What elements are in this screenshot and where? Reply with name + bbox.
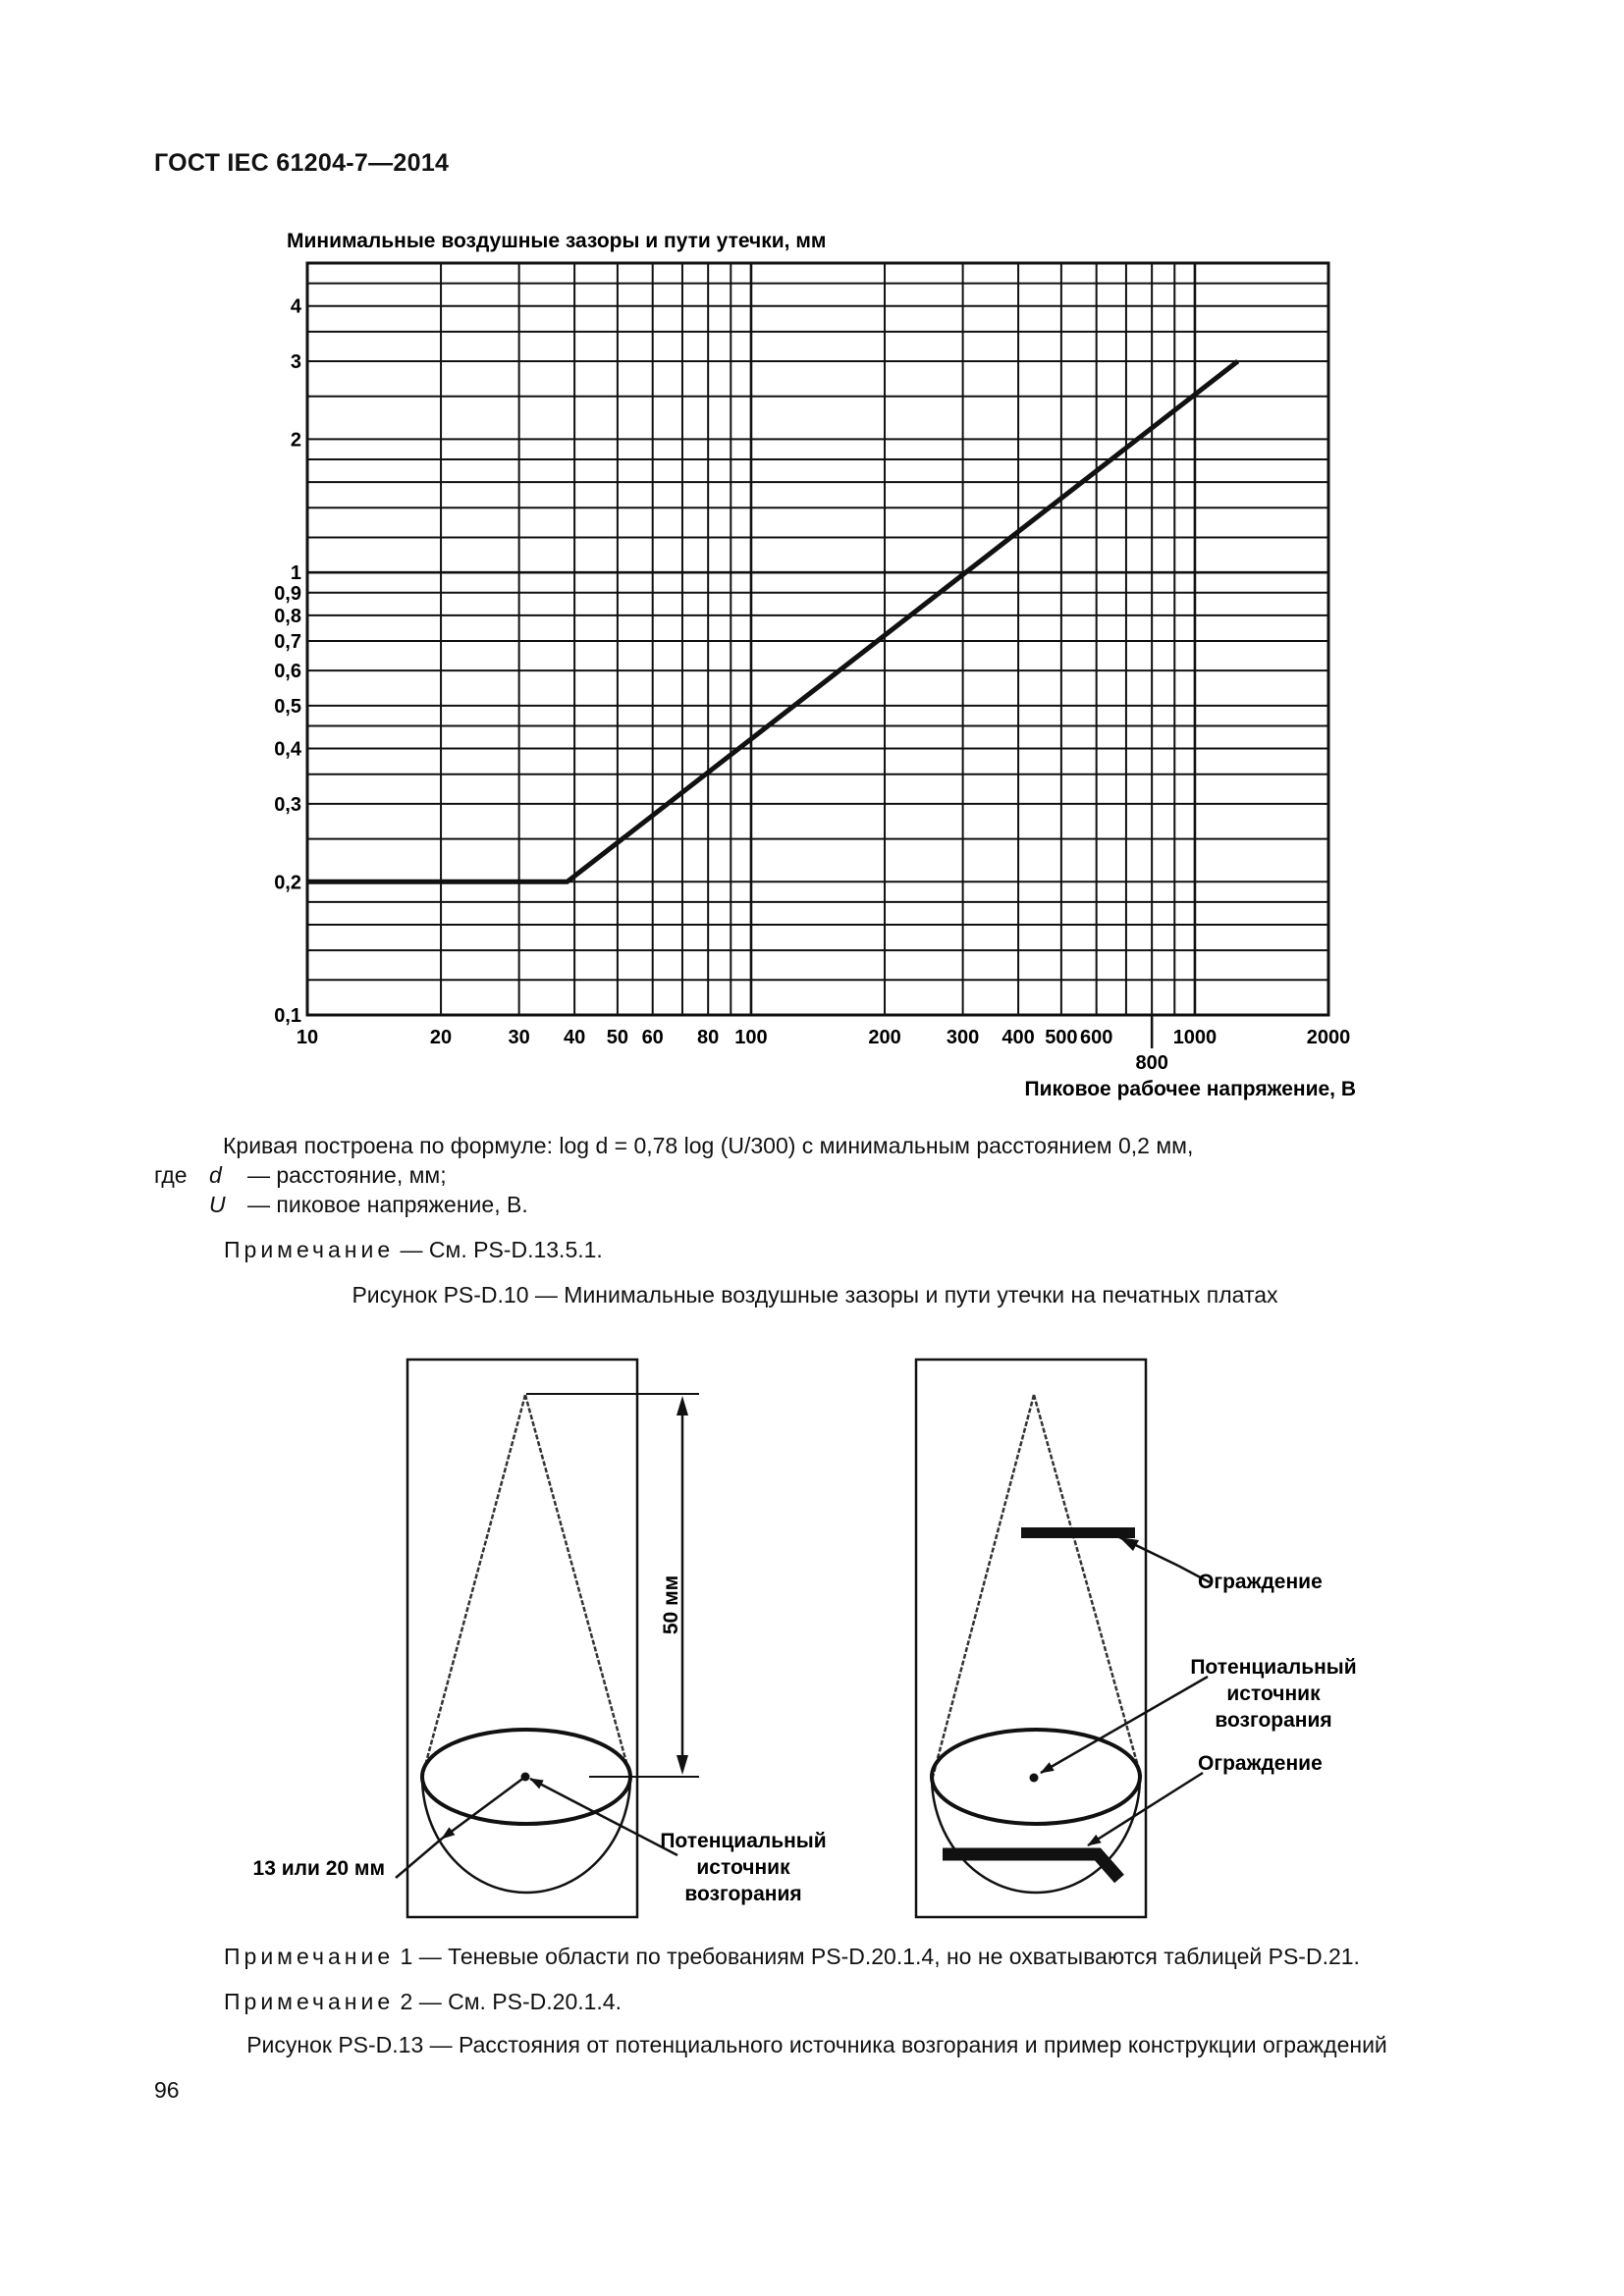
y-tick-label: 1 — [290, 562, 301, 585]
right-source-label-3: возгорания — [1215, 1709, 1332, 1732]
left-source-label-1: Потенциальный — [660, 1830, 827, 1852]
legend-text-d: — расстояние, мм; — [247, 1162, 447, 1188]
left-cone-side-r — [525, 1395, 630, 1777]
y-tick-label: 0,6 — [274, 661, 301, 683]
note-13-2 — [224, 1989, 622, 2015]
y-tick-label: 2 — [290, 429, 301, 452]
clearance-chart — [0, 0, 1624, 1119]
left-source-leader — [530, 1779, 677, 1855]
x-tick-label: 10 — [296, 1027, 319, 1048]
page-number: 96 — [154, 2077, 180, 2103]
y-tick-label: 0,7 — [274, 630, 301, 653]
x-tick-label: 600 — [1079, 1027, 1113, 1048]
note-text: 2 — См. PS-D.20.1.4. — [400, 1989, 622, 2014]
y-axis-label: Минимальные воздушные зазоры и пути утечки, мм — [287, 230, 827, 252]
x-axis-label: Пиковое рабочее напряжение, В — [1024, 1078, 1356, 1100]
top-barrier — [1021, 1527, 1135, 1538]
x-tick-label: 50 — [606, 1027, 629, 1048]
left-cone-side-l — [422, 1395, 525, 1777]
note-label: Примечание — [224, 1989, 395, 2014]
note-13-1 — [224, 1944, 1360, 1970]
y-tick-label: 3 — [290, 351, 301, 374]
note-text: — См. PS-D.13.5.1. — [400, 1237, 603, 1262]
note-label: Примечание — [224, 1944, 395, 1969]
y-tick-labels — [274, 296, 302, 1027]
left-source-label-3: возгорания — [684, 1883, 802, 1905]
where-word: где — [154, 1162, 188, 1188]
x-tick-label: 300 — [946, 1027, 980, 1048]
y-tick-label: 0,8 — [274, 605, 301, 627]
x-tick-labels — [297, 1015, 1350, 1074]
y-tick-label: 0,9 — [274, 582, 301, 605]
left-panel — [253, 1360, 827, 1917]
formula-line — [223, 1133, 1193, 1159]
note-ps-d-10 — [224, 1237, 603, 1263]
radius-arrow — [442, 1777, 525, 1839]
dim-50mm-label: 50 мм — [660, 1575, 682, 1635]
right-source-label-1: Потенциальный — [1190, 1656, 1357, 1679]
x-tick-label: 80 — [697, 1027, 720, 1048]
y-tick-label: 0,5 — [274, 695, 301, 718]
x-tick-label: 100 — [734, 1027, 768, 1048]
y-tick-label: 0,1 — [274, 1005, 301, 1027]
right-frame — [916, 1360, 1146, 1917]
document-header: ГОСТ IEC 61204-7—2014 — [154, 149, 450, 177]
figure-13-caption: Рисунок PS-D.13 — Расстояния от потенциального источника возгорания и пример конструкции ограждений — [246, 2032, 1387, 2057]
y-tick-label: 0,4 — [274, 738, 301, 761]
x-tick-label: 400 — [1001, 1027, 1035, 1048]
x-tick-label: 1000 — [1172, 1027, 1218, 1048]
formula-text: Кривая построена по формуле: log d = 0,78 log (U/300) с минимальным расстоянием 0,2 мм, — [223, 1133, 1194, 1158]
y-tick-label: 0,2 — [274, 872, 301, 894]
top-barrier-label: Ограждение — [1198, 1571, 1323, 1593]
x-tick-label: 200 — [868, 1027, 901, 1048]
radius-leader — [396, 1839, 442, 1878]
fire-source-figure — [0, 1345, 1624, 1924]
bottom-barrier-label: Ограждение — [1198, 1752, 1323, 1775]
x-tick-label: 2000 — [1306, 1027, 1351, 1048]
legend-symbol-u: U — [209, 1192, 226, 1217]
right-panel — [916, 1360, 1357, 1917]
legend-symbol-d: d — [209, 1162, 222, 1188]
y-tick-label: 4 — [290, 295, 301, 318]
x-tick-label: 30 — [508, 1027, 530, 1048]
x-tick-label: 500 — [1045, 1027, 1078, 1048]
left-hemisphere-bowl — [422, 1777, 630, 1893]
right-source-label-2: источник — [1226, 1682, 1321, 1705]
figure-10-caption: Рисунок PS-D.10 — Минимальные воздушные зазоры и пути утечки на печатных платах — [352, 1282, 1278, 1308]
legend-text-u: — пиковое напряжение, В. — [247, 1192, 528, 1217]
x-tick-label: 60 — [641, 1027, 664, 1048]
chart-grid — [307, 263, 1328, 1015]
x-tick-label: 40 — [563, 1027, 586, 1048]
left-source-label-2: источник — [696, 1856, 790, 1879]
right-source-dot — [1030, 1774, 1039, 1783]
note-label: Примечание — [224, 1237, 395, 1262]
note-text: 1 — Теневые области по требованиям PS-D.20.1.4, но не охватываются таблицей PS-D.21. — [400, 1944, 1360, 1969]
left-frame — [407, 1360, 637, 1917]
right-source-leader — [1041, 1677, 1208, 1773]
right-cone-side-l — [933, 1395, 1034, 1777]
right-cone-side-r — [1034, 1395, 1141, 1777]
x-tick-label: 20 — [429, 1027, 453, 1048]
y-tick-label: 0,3 — [274, 793, 301, 816]
radius-label: 13 или 20 мм — [252, 1857, 385, 1880]
x-tick-label: 800 — [1135, 1052, 1168, 1074]
